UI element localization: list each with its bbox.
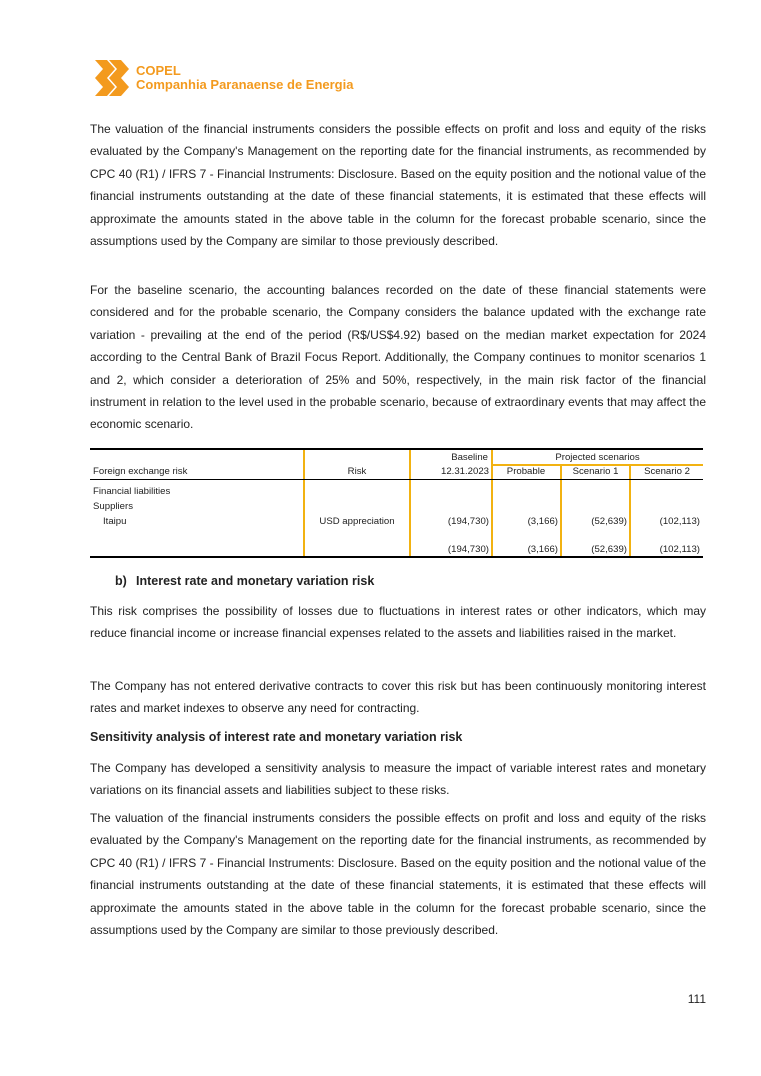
header-projected-scenarios: Projected scenarios (555, 452, 640, 463)
paragraph-derivative-contracts: The Company has not entered derivative contracts to cover this risk but has been continuously monitoring interest rates and market indexes to observe any need for contracting. (90, 679, 706, 716)
row-itaipu-scenario-2: (102,113) (659, 516, 700, 527)
paragraph-baseline-scenario: For the baseline scenario, the accounting balances recorded on the date of these financial statements were considered and for the probable scenario, the Company considers the balance updated with the exchange rate variation - prevailing at the end of the period (R$/US$4.92) based on the median market expectation for 2024 according to the Central Bank of Brazil Focus Report. Additionally, the Company continues to monitor scenarios 1 and 2, which consider a deterioration of 25% and 50%, respectively, in the main risk factor of the financial instrument in relation to the level used in the probable scenario, because of extraordinary events that may affect the economic scenario. (90, 283, 706, 432)
total-baseline: (194,730) (447, 544, 489, 555)
heading-interest-rate-risk: Interest rate and monetary variation risk (136, 574, 375, 588)
row-itaipu-risk: USD appreciation (319, 516, 395, 527)
section-financial-liabilities: Financial liabilities (93, 486, 171, 497)
company-short-name: COPEL (136, 63, 181, 78)
header-risk: Risk (347, 466, 367, 477)
copel-logo (93, 60, 363, 96)
total-scenario-1: (52,639) (591, 544, 627, 555)
page-number: 111 (687, 992, 706, 1006)
header-rule (90, 479, 703, 480)
paragraph-valuation-2: The valuation of the financial instruments considers the possible effects on profit and loss and equity of the risks evaluated by the Company's Management on the reporting date for the financial instruments, as recommended by CPC 40 (R1) / IFRS 7 - Financial Instruments: Disclosure. Based on the equity position and the notional value of the financial instruments outstanding at the date of these financial statements, it is estimated that these effects will approximate the amounts stated in the above table in the column for the forecast probable scenario, since the assumptions used by the Company are similar to those previously described. (90, 811, 706, 938)
heading-sensitivity-analysis: Sensitivity analysis of interest rate and monetary variation risk (90, 730, 463, 744)
company-full-name: Companhia Paranaense de Energia (136, 77, 354, 92)
copel-lightning-icon (93, 60, 131, 96)
heading-b-label: b) (115, 574, 127, 588)
row-itaipu-label: Itaipu (103, 516, 127, 527)
fx-sensitivity-table (90, 448, 703, 560)
row-itaipu-baseline: (194,730) (447, 516, 489, 527)
paragraph-valuation-1: The valuation of the financial instruments considers the possible effects on profit and loss and equity of the risks evaluated by the Company's Management on the reporting date for the financial instruments, as recommended by CPC 40 (R1) / IFRS 7 - Financial Instruments: Disclosure. Based on the equity position and the notional value of the financial instruments outstanding at the date of these financial statements, it is estimated that these effects will approximate the amounts stated in the above table in the column for the forecast probable scenario, since the assumptions used by the Company are similar to those previously described. (90, 122, 706, 249)
header-scenario-2: Scenario 2 (644, 466, 690, 477)
paragraph-sensitivity-developed: The Company has developed a sensitivity analysis to measure the impact of variable interest rates and monetary variations on its financial assets and liabilities subject to these risks. (90, 761, 706, 798)
total-probable: (3,166) (527, 544, 558, 555)
header-baseline-date: 12.31.2023 (440, 466, 489, 477)
header-foreign-exchange-risk: Foreign exchange risk (93, 466, 188, 477)
header-probable: Probable (506, 466, 546, 477)
table-top-rule (90, 448, 703, 450)
paragraph-interest-risk-definition: This risk comprises the possibility of losses due to fluctuations in interest rates or other indicators, which may reduce financial income or increase financial expenses related to the assets and liabilities raised in the market. (90, 604, 706, 641)
row-itaipu-probable: (3,166) (527, 516, 558, 527)
subsection-suppliers: Suppliers (93, 501, 133, 512)
total-scenario-2: (102,113) (659, 544, 700, 555)
row-itaipu-scenario-1: (52,639) (591, 516, 627, 527)
table-bottom-rule (90, 556, 703, 558)
header-scenario-1: Scenario 1 (572, 466, 619, 477)
header-baseline: Baseline (451, 452, 488, 463)
